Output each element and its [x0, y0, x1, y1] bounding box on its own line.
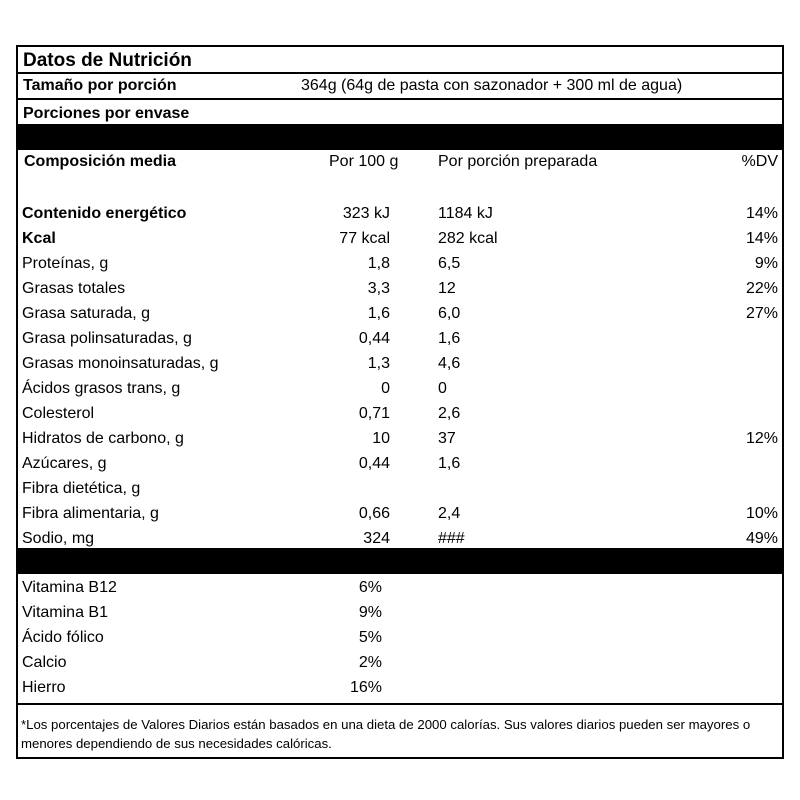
nutrient-per-100g: 0,66: [358, 505, 390, 522]
vitamin-row: [18, 677, 782, 702]
nutrient-per-100g: 0,44: [358, 330, 390, 347]
nutrient-name: Azúcares, g: [22, 455, 107, 472]
vitamin-name: Calcio: [22, 654, 67, 671]
nutrient-per-portion: 12: [438, 280, 456, 297]
title-row: [18, 47, 782, 74]
nutrient-name: Grasa polinsaturadas, g: [22, 330, 192, 347]
nutrient-name: Grasa saturada, g: [22, 305, 151, 322]
header-per-portion: Por porción preparada: [438, 153, 598, 170]
nutrient-row: [18, 253, 782, 278]
vitamin-row: [18, 602, 782, 627]
nutrient-dv: 49%: [745, 530, 778, 547]
divider-bar-top: [18, 124, 782, 150]
nutrient-dv: 12%: [745, 430, 778, 447]
nutrient-dv: 14%: [745, 205, 778, 222]
serving-size-value: 364g (64g de pasta con sazonador + 300 ml de agua): [301, 77, 683, 94]
vitamin-name: Ácido fólico: [22, 629, 104, 646]
vitamin-table: [18, 577, 782, 702]
nutrient-per-100g: 0,71: [358, 405, 390, 422]
serving-size-row: [18, 74, 782, 100]
header-dv: %DV: [741, 153, 778, 170]
nutrient-dv: 22%: [745, 280, 778, 297]
nutrient-row: [18, 478, 782, 503]
nutrient-name: Proteínas, g: [22, 255, 109, 272]
nutrient-per-portion: 1,6: [438, 330, 461, 347]
nutrient-per-portion: 6,5: [438, 255, 461, 272]
vitamin-value: 5%: [358, 629, 382, 646]
nutrient-table: [18, 203, 782, 553]
nutrient-per-portion: 6,0: [438, 305, 461, 322]
nutrient-name: Grasas totales: [22, 280, 126, 297]
vitamin-value: 16%: [349, 679, 382, 696]
nutrient-per-100g: 0,44: [358, 455, 390, 472]
nutrient-dv: 27%: [745, 305, 778, 322]
nutrient-row: [18, 328, 782, 353]
nutrient-row: [18, 228, 782, 253]
footnote-section: [18, 703, 782, 761]
nutrient-row: [18, 428, 782, 453]
nutrient-per-100g: 323 kJ: [342, 205, 390, 222]
vitamin-value: 9%: [358, 604, 382, 621]
column-header-row: [18, 153, 782, 175]
vitamin-value: 2%: [358, 654, 382, 671]
nutrient-per-100g: 77 kcal: [339, 230, 390, 247]
nutrient-name: Ácidos grasos trans, g: [22, 380, 181, 397]
nutrient-name: Colesterol: [22, 405, 95, 422]
vitamin-row: [18, 652, 782, 677]
nutrient-row: [18, 303, 782, 328]
nutrient-per-portion: 0: [438, 380, 447, 397]
label-title: Datos de Nutrición: [23, 50, 192, 71]
vitamin-value: 6%: [358, 579, 382, 596]
portions-row: [18, 100, 782, 124]
nutrient-per-portion: 1184 kJ: [438, 205, 493, 222]
nutrient-per-100g: 1,6: [367, 305, 390, 322]
nutrient-row: [18, 278, 782, 303]
nutrient-name: Fibra alimentaria, g: [22, 505, 159, 522]
nutrient-per-100g: 1,8: [367, 255, 390, 272]
portions-label: Porciones por envase: [23, 105, 190, 122]
divider-bar-middle: [18, 548, 782, 574]
vitamin-name: Vitamina B1: [22, 604, 108, 621]
nutrient-dv: 14%: [745, 230, 778, 247]
vitamin-name: Vitamina B12: [22, 579, 117, 596]
nutrient-name: Fibra dietética, g: [22, 480, 141, 497]
footnote-text: *Los porcentajes de Valores Diarios están basados en una dieta de 2000 calorías. Sus valores diarios pueden ser mayores o menores dependiendo de sus necesidades calóricas.: [21, 717, 751, 751]
nutrient-per-portion: 2,6: [438, 405, 461, 422]
nutrient-per-100g: 3,3: [367, 280, 390, 297]
nutrient-name: Contenido energético: [22, 205, 187, 222]
nutrient-row: [18, 378, 782, 403]
nutrition-facts-label: [16, 45, 784, 759]
nutrient-row: [18, 503, 782, 528]
nutrient-name: Sodio, mg: [22, 530, 95, 547]
nutrient-name: Kcal: [22, 230, 56, 247]
nutrient-dv: 9%: [754, 255, 778, 272]
vitamin-row: [18, 627, 782, 652]
vitamin-row: [18, 577, 782, 602]
nutrient-per-portion: 4,6: [438, 355, 461, 372]
nutrient-dv: 10%: [745, 505, 778, 522]
nutrient-name: Grasas monoinsaturadas, g: [22, 355, 219, 372]
nutrient-per-portion: 37: [438, 430, 456, 447]
header-per-100g: Por 100 g: [329, 153, 399, 170]
nutrient-per-100g: 1,3: [367, 355, 390, 372]
nutrient-per-portion: 1,6: [438, 455, 461, 472]
nutrient-per-100g: 0: [381, 380, 390, 397]
vitamin-name: Hierro: [22, 679, 66, 696]
nutrient-row: [18, 403, 782, 428]
nutrient-per-portion: 2,4: [438, 505, 461, 522]
nutrient-per-100g: 324: [363, 530, 390, 547]
nutrient-row: [18, 353, 782, 378]
nutrient-row: [18, 453, 782, 478]
nutrient-per-portion: ###: [438, 530, 465, 547]
nutrient-per-portion: 282 kcal: [438, 230, 498, 247]
nutrient-name: Hidratos de carbono, g: [22, 430, 184, 447]
serving-size-label: Tamaño por porción: [23, 77, 177, 94]
nutrient-row: [18, 203, 782, 228]
header-composition: Composición media: [24, 153, 177, 170]
nutrient-per-100g: 10: [372, 430, 390, 447]
